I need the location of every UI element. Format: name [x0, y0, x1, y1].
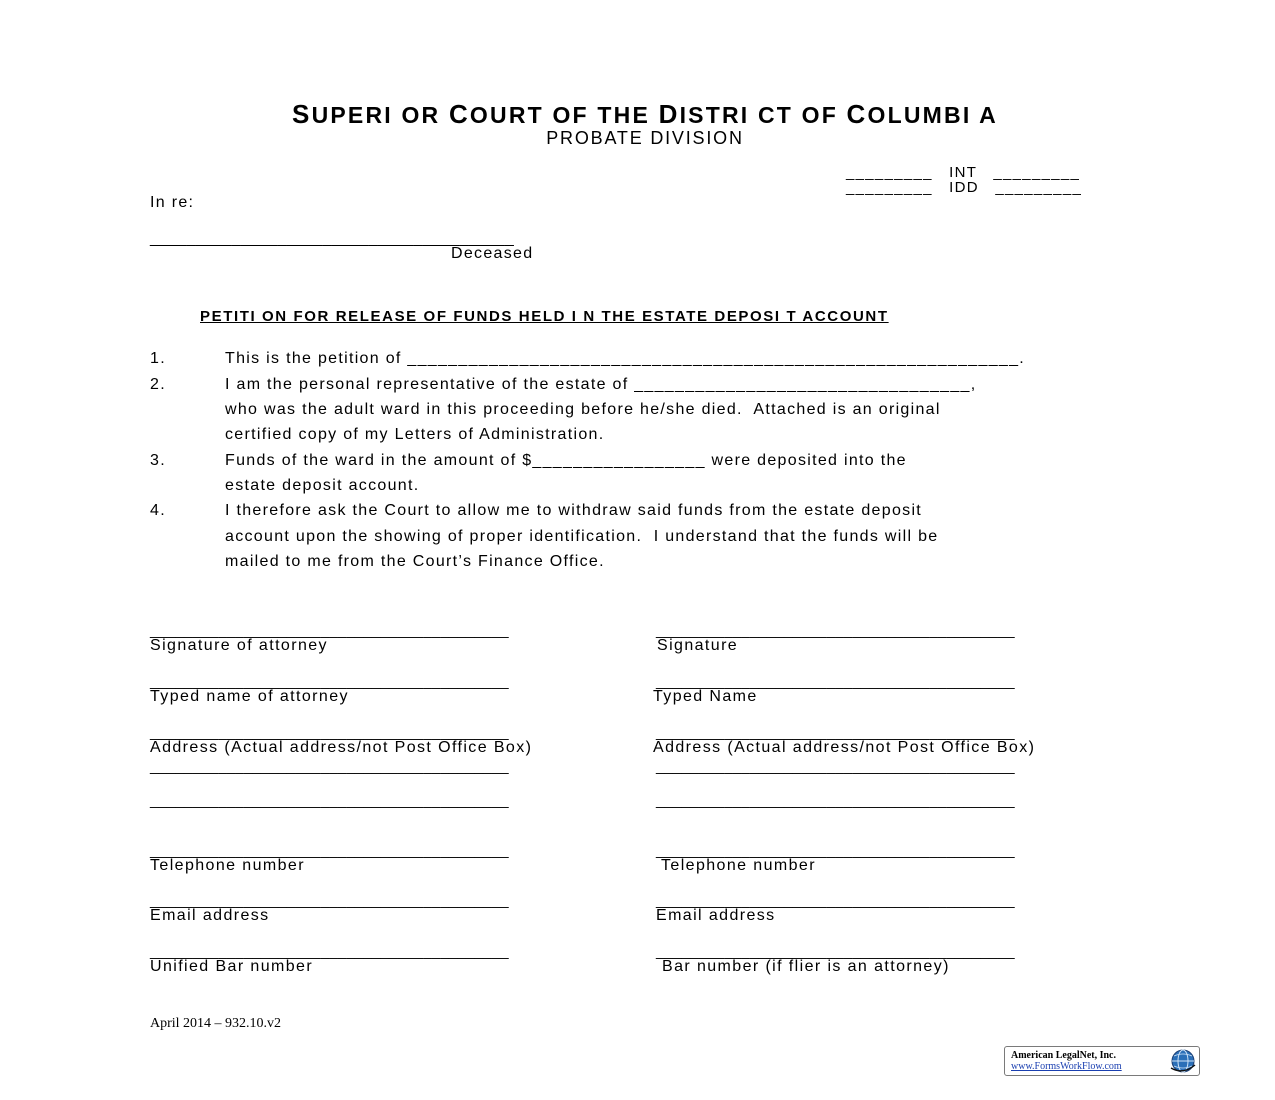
attorney-address-line-2[interactable]: __________________________________________ [150, 758, 509, 775]
publisher-logo [1004, 1046, 1200, 1076]
item-number: 4. [150, 502, 166, 519]
item-4-line: account upon the showing of proper identification. I understand that the funds will be [225, 528, 939, 545]
attorney-address-line[interactable]: __________________________________________ [150, 724, 509, 741]
petitioner-email-label: Email address [656, 907, 776, 924]
attorney-typed-name-label: Typed name of attorney [150, 688, 349, 705]
item-number: 1. [150, 350, 166, 367]
attorney-signature-line[interactable]: __________________________________________ [150, 622, 509, 639]
page-title: SUPERI OR COURT OF THE DISTRI CT OF COLUMBI A [292, 99, 998, 129]
attorney-telephone-line[interactable]: __________________________________________ [150, 842, 509, 859]
attorney-bar-number-label: Unified Bar number [150, 958, 314, 975]
petitioner-signature-label: Signature [657, 637, 739, 654]
petitioner-email-line[interactable]: __________________________________________ [656, 892, 1015, 909]
form-id: April 2014 – 932.10.v2 [150, 1016, 282, 1031]
item-4-line: mailed to me from the Court’s Finance Office. [225, 553, 605, 570]
petitioner-signature-line[interactable]: __________________________________________ [656, 622, 1015, 639]
deceased-name-line[interactable]: ________________________________________ [150, 230, 514, 247]
item-2-line: certified copy of my Letters of Administration. [225, 426, 605, 443]
item-4-line: I therefore ask the Court to allow me to withdraw said funds from the estate deposit [225, 502, 923, 519]
case-number-idd[interactable]: _________ IDD _________ [846, 179, 1083, 196]
item-3-line[interactable]: Funds of the ward in the amount of $_________________ were deposited into the [225, 452, 907, 469]
item-number: 2. [150, 376, 166, 393]
petitioner-telephone-label: Telephone number [661, 857, 816, 874]
in-re-label: In re: [150, 194, 195, 211]
attorney-address-line-3[interactable]: __________________________________________ [150, 792, 509, 809]
attorney-typed-name-line[interactable]: __________________________________________ [150, 673, 509, 690]
attorney-address-label: Address (Actual address/not Post Office Box) [150, 739, 533, 756]
attorney-signature-label: Signature of attorney [150, 637, 328, 654]
item-2-line[interactable]: I am the personal representative of the estate of _________________________________, [225, 376, 977, 393]
petitioner-address-label: Address (Actual address/not Post Office Box) [653, 739, 1036, 756]
petitioner-address-line-3[interactable]: __________________________________________ [656, 792, 1015, 809]
item-3-line: estate deposit account. [225, 477, 420, 494]
attorney-bar-number-line[interactable]: __________________________________________ [150, 943, 509, 960]
attorney-email-label: Email address [150, 907, 270, 924]
petition-heading: PETITI ON FOR RELEASE OF FUNDS HELD I N THE ESTATE DEPOSI T ACCOUNT [200, 308, 889, 325]
logo-company: American LegalNet, Inc. [1011, 1050, 1116, 1061]
petitioner-telephone-line[interactable]: __________________________________________ [656, 842, 1015, 859]
item-2-line: who was the adult ward in this proceeding before he/she died. Attached is an original [225, 401, 941, 418]
globe-icon [1170, 1048, 1196, 1074]
item-number: 3. [150, 452, 166, 469]
attorney-telephone-label: Telephone number [150, 857, 305, 874]
petitioner-typed-name-line[interactable]: __________________________________________ [656, 673, 1015, 690]
deceased-label: Deceased [451, 245, 534, 262]
petitioner-typed-name-label: Typed Name [653, 688, 758, 705]
petitioner-address-line-2[interactable]: __________________________________________ [656, 758, 1015, 775]
case-number-int[interactable]: _________ INT _________ [846, 164, 1081, 181]
petitioner-bar-number-label: Bar number (if flier is an attorney) [662, 958, 950, 975]
logo-link[interactable]: www.FormsWorkFlow.com [1011, 1061, 1122, 1072]
petitioner-bar-number-line[interactable]: __________________________________________ [656, 943, 1015, 960]
item-1-line[interactable]: This is the petition of ____________________________________________________________. [225, 350, 1026, 367]
division-title: PROBATE DIVISION [546, 128, 744, 148]
attorney-email-line[interactable]: __________________________________________ [150, 892, 509, 909]
petitioner-address-line[interactable]: __________________________________________ [656, 724, 1015, 741]
